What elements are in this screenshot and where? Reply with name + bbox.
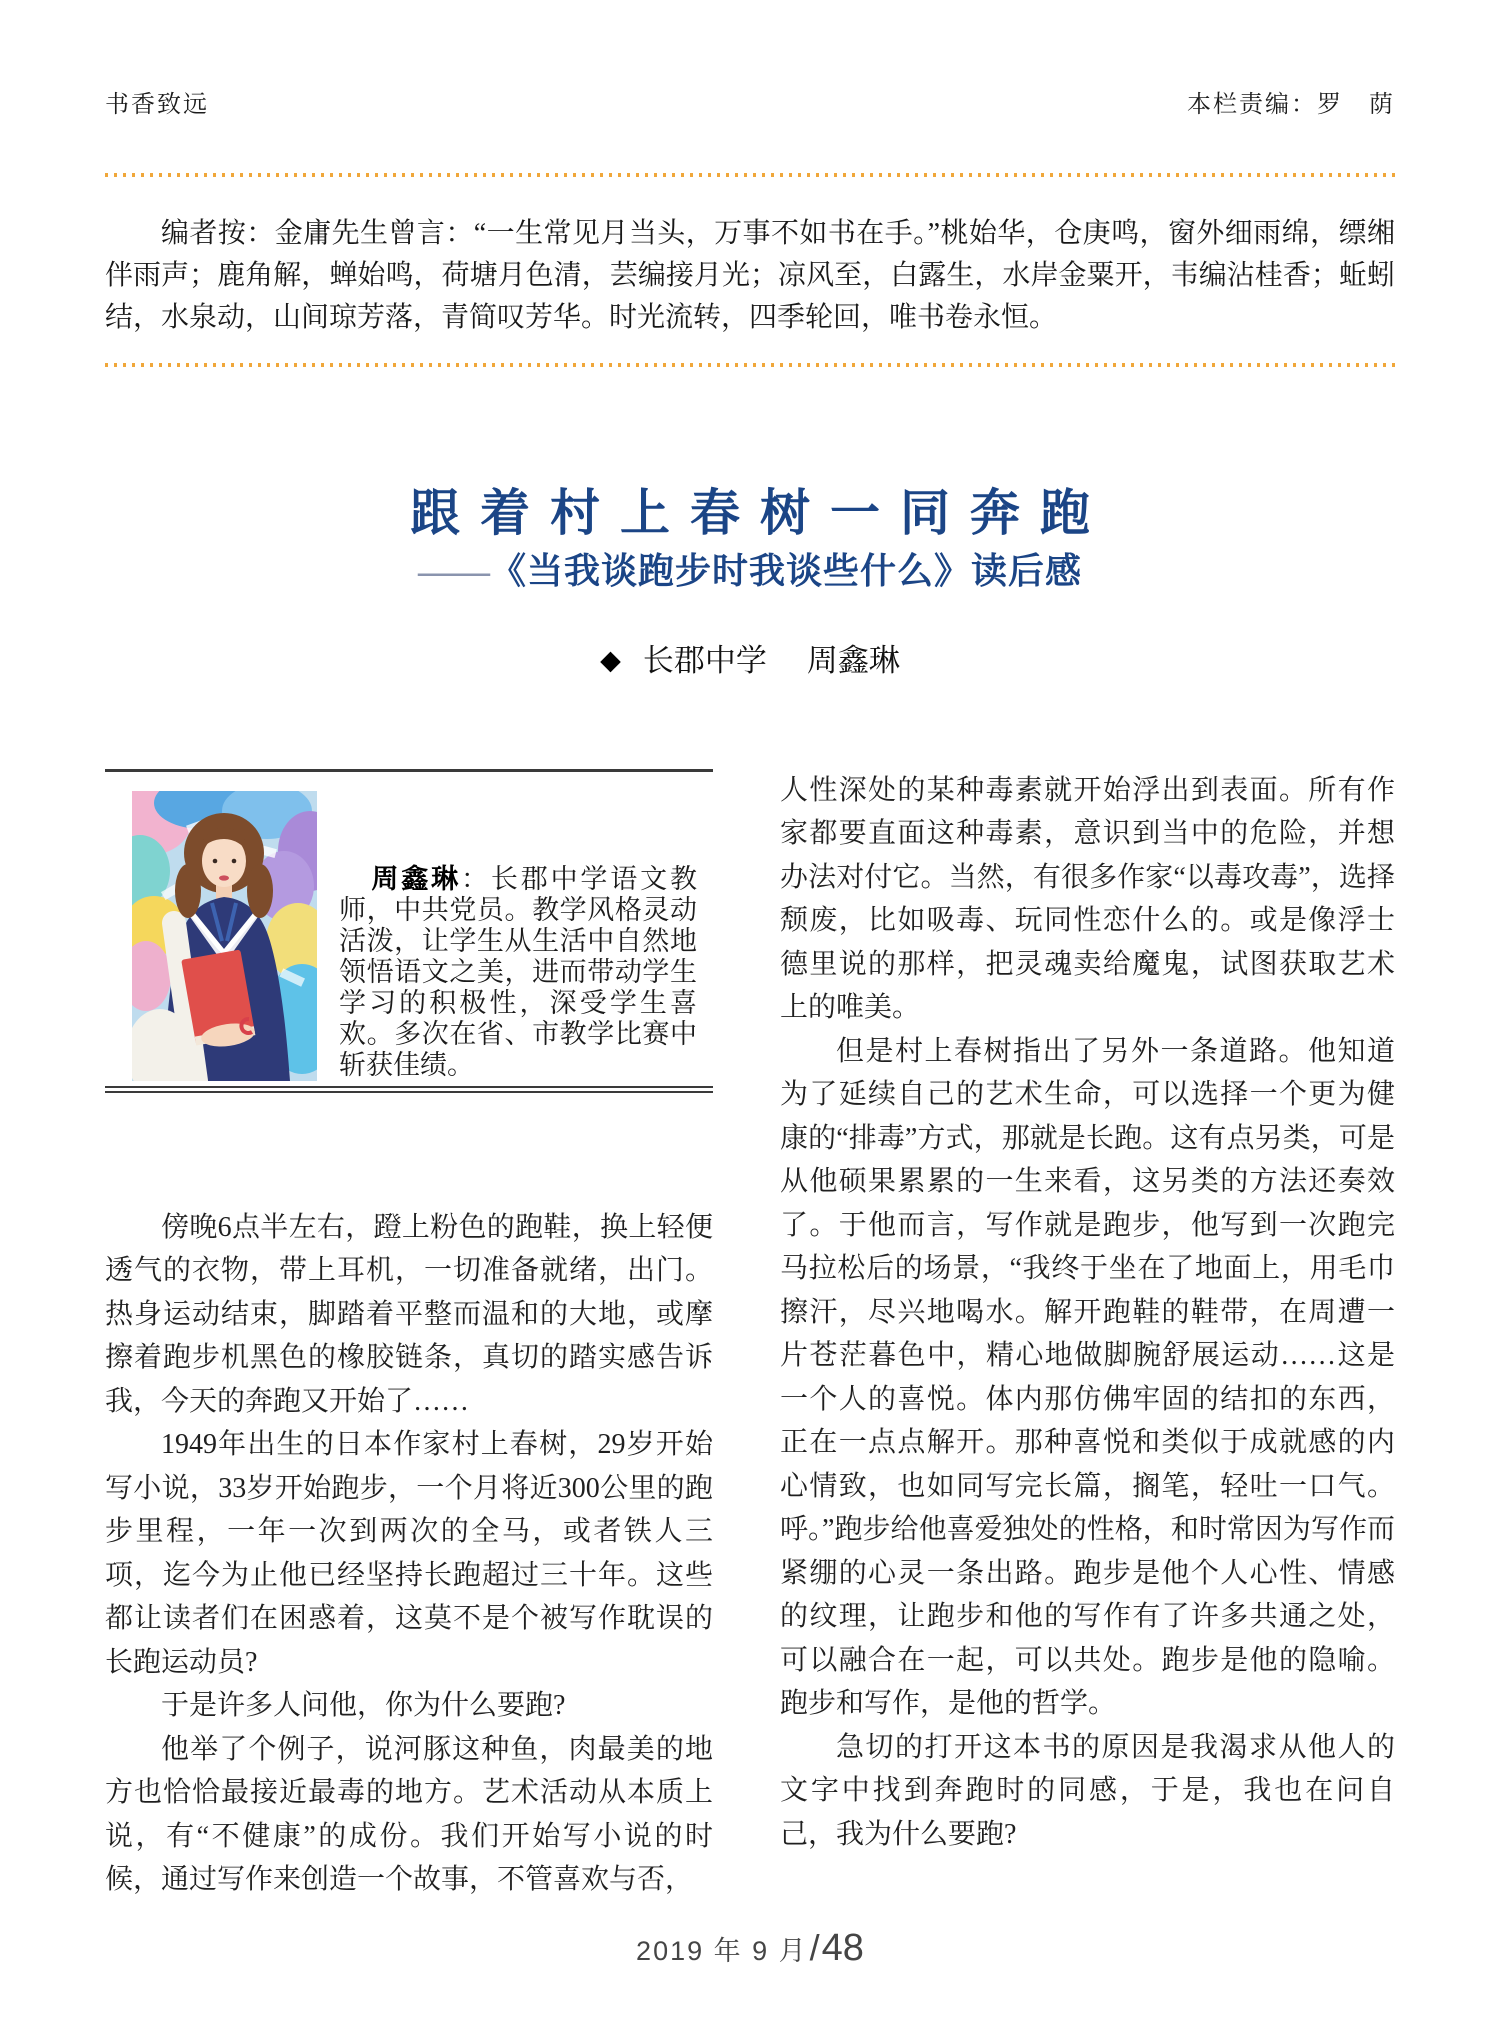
subtitle-text: 《当我谈跑步时我谈些什么》读后感	[489, 550, 1082, 591]
author-bio-text	[339, 818, 698, 1080]
article-subtitle	[105, 550, 1395, 592]
footer-slash: /	[809, 1927, 820, 1968]
right-column	[780, 769, 1395, 1902]
teacher-portrait-illustration	[132, 791, 317, 1081]
article-columns	[105, 769, 1395, 1902]
body-paragraph: 急切的打开这本书的原因是我渴求从他人的文字中找到奔跑时的同感，于是，我也在问自己，我为什么要跑?	[780, 1731, 1395, 1850]
column-section-label: 书香致远	[105, 91, 209, 118]
editor-credit-label: 本栏责编：罗 荫	[1187, 91, 1395, 118]
article-title: 跟着村上春树一同奔跑	[410, 485, 1110, 541]
body-paragraph: 1949年出生的日本作家村上春树，29岁开始写小说，33岁开始跑步，一个月将近300公里的跑步里程，一年一次到两次的全马，或者铁人三项，迄今为止他已经坚持长跑超过三十年。这些都让读者们在困惑着，这莫不是个被写作耽误的长跑运动员?	[105, 1429, 713, 1678]
body-paragraph: 他举了个例子，说河豚这种鱼，肉最美的地方也恰恰最接近最毒的地方。艺术活动从本质上说，有“不健康”的成份。我们开始写小说的时候，通过写作来创造一个故事，不管喜欢与否，	[105, 1733, 713, 1895]
footer-page-number: 48	[821, 1927, 864, 1969]
diamond-icon: ◆	[600, 644, 621, 675]
subtitle-dash: ——	[417, 550, 490, 591]
author-school: 长郡中学	[642, 642, 767, 678]
body-paragraph: 傍晚6点半左右，蹬上粉色的跑鞋，换上轻便透气的衣物，带上耳机，一切准备就绪，出门。热身运动结束，脚踏着平整而温和的大地，或摩擦着跑步机黑色的橡胶链条，真切的踏实感告诉我，今天的奔跑又开始了……	[105, 1211, 713, 1417]
bio-author-name: 周鑫琳	[371, 863, 461, 894]
editor-note: 编者按：金庸先生曾言：“一生常见月当头，万事不如书在手。”桃始华，仓庚鸣，窗外细雨绵，缥缃伴雨声；鹿角解，蝉始鸣，荷塘月色清，芸编接月光；凉风至，白露生，水岸金粟开，韦编沾桂香；蚯蚓结，水泉动，山间琼芳落，青简叹芳华。时光流转，四季轮回，唯书卷永恒。	[105, 218, 1395, 333]
author-bio-box	[105, 769, 713, 1093]
author-name: 周鑫琳	[806, 642, 900, 678]
page-header	[105, 0, 1395, 119]
author-photo	[132, 791, 317, 1081]
left-column	[105, 769, 713, 1902]
bio-description: ：长郡中学语文教师，中共党员。教学风格灵动活泼，让学生从生活中自然地领悟语文之美，进而带动学生学习的积极性，深受学生喜欢。多次在省、市教学比赛中斩获佳绩。	[339, 863, 698, 1080]
dotted-divider-bottom	[105, 363, 1395, 367]
body-paragraph: 人性深处的某种毒素就开始浮出到表面。所有作家都要直面这种毒素，意识到当中的危险，并想办法对付它。当然，有很多作家“以毒攻毒”，选择颓废，比如吸毒、玩同性恋什么的。或是像浮士德里说的那样，把灵魂卖给魔鬼，试图获取艺术上的唯美。	[780, 774, 1395, 1023]
dotted-divider-top	[105, 173, 1395, 177]
page-footer	[105, 1927, 1395, 1970]
author-line	[105, 642, 1395, 679]
body-paragraph: 但是村上春树指出了另外一条道路。他知道为了延续自己的艺术生命，可以选择一个更为健康的“排毒”方式，那就是长跑。这有点另类，可是从他硕果累累的一生来看，这另类的方法还奏效了。于他而言，写作就是跑步，他写到一次跑完马拉松后的场景，“我终于坐在了地面上，用毛巾擦汗，尽兴地喝水。解开跑鞋的鞋带，在周遭一片苍茫暮色中，精心地做脚腕舒展运动……这是一个人的喜悦。体内那仿佛牢固的结扣的东西，正在一点点解开。那种喜悦和类似于成就感的内心情致，也如同写完长篇，搁笔，轻吐一口气。呼。”跑步给他喜爱独处的性格，和时常因为写作而紧绷的心灵一条出路。跑步是他个人心性、情感的纹理，让跑步和他的写作有了许多共通之处，可以融合在一起，可以共处。跑步是他的隐喻。跑步和写作，是他的哲学。	[780, 1035, 1395, 1719]
body-paragraph: 于是许多人问他，你为什么要跑?	[161, 1690, 566, 1721]
footer-date: 2019 年 9 月	[636, 1936, 808, 1966]
